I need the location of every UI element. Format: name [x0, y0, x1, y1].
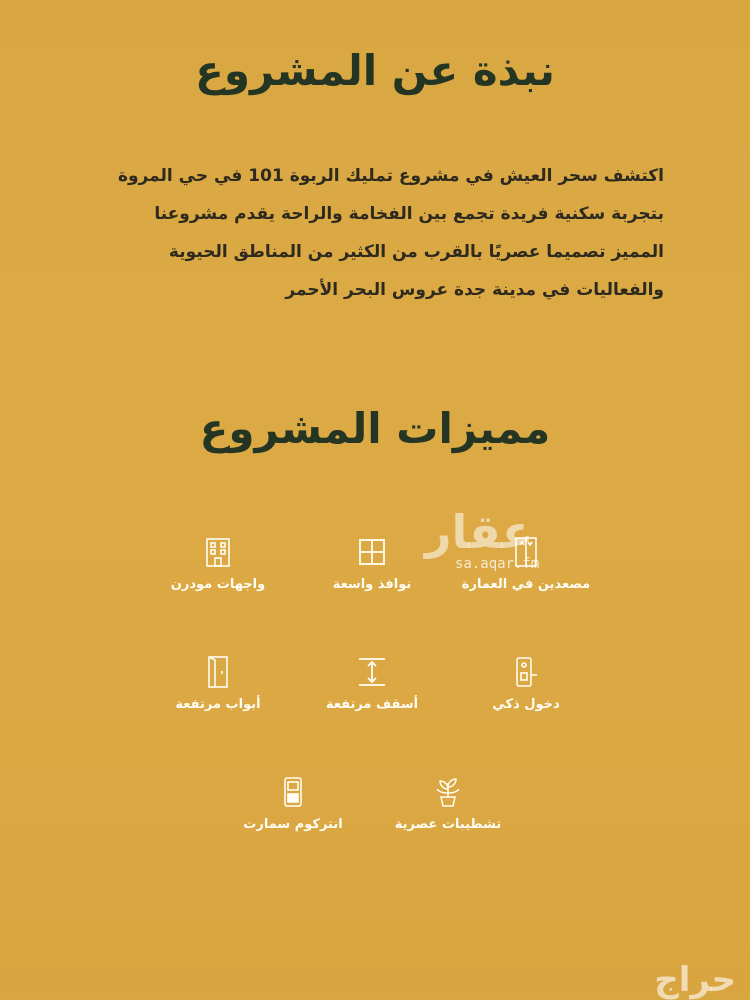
feature-label: دخول ذكي — [492, 697, 560, 712]
smart-lock-icon — [509, 655, 543, 689]
ceiling-height-icon — [355, 655, 389, 689]
about-title: نبذة عن المشروع — [195, 46, 555, 95]
aqar-watermark-url: sa.aqar.fm — [455, 556, 540, 572]
aqar-watermark: عقار — [425, 505, 534, 559]
door-icon — [201, 655, 235, 689]
plant-pot-icon — [431, 775, 465, 809]
about-line: المميز تصميما عصريًا بالقرب من الكثير من المناطق الحيوية — [168, 242, 664, 262]
feature-label: مصعدين في العمارة — [461, 577, 591, 592]
feature-label: أسقف مرتفعة — [325, 697, 419, 712]
feature-label: انتركوم سمارت — [243, 817, 343, 832]
feature-item — [133, 655, 303, 712]
intercom-icon — [276, 775, 310, 809]
feature-label: واجهات مودرن — [170, 577, 266, 592]
about-line: بتجربة سكنية فريدة تجمع بين الفخامة والراحة يقدم مشروعنا — [154, 204, 664, 224]
features-title: مميزات المشروع — [199, 404, 551, 453]
about-line: اكتشف سحر العيش في مشروع تمليك الربوة 101 في حي المروة — [117, 166, 664, 186]
feature-label: نوافذ واسعة — [332, 577, 412, 592]
feature-item — [133, 535, 303, 592]
feature-item — [363, 775, 533, 832]
feature-label: تشطيبات عصرية — [394, 817, 502, 832]
about-paragraph — [84, 157, 664, 309]
feature-label: أبواب مرتفعة — [175, 697, 261, 712]
feature-item — [441, 655, 611, 712]
about-line: والفعاليات في مدينة جدة عروس البحر الأحمر — [285, 280, 664, 300]
feature-item — [287, 655, 457, 712]
feature-item — [208, 775, 378, 832]
haraj-corner-mark: حراج — [654, 960, 736, 1000]
building-icon — [201, 535, 235, 569]
window-icon — [355, 535, 389, 569]
